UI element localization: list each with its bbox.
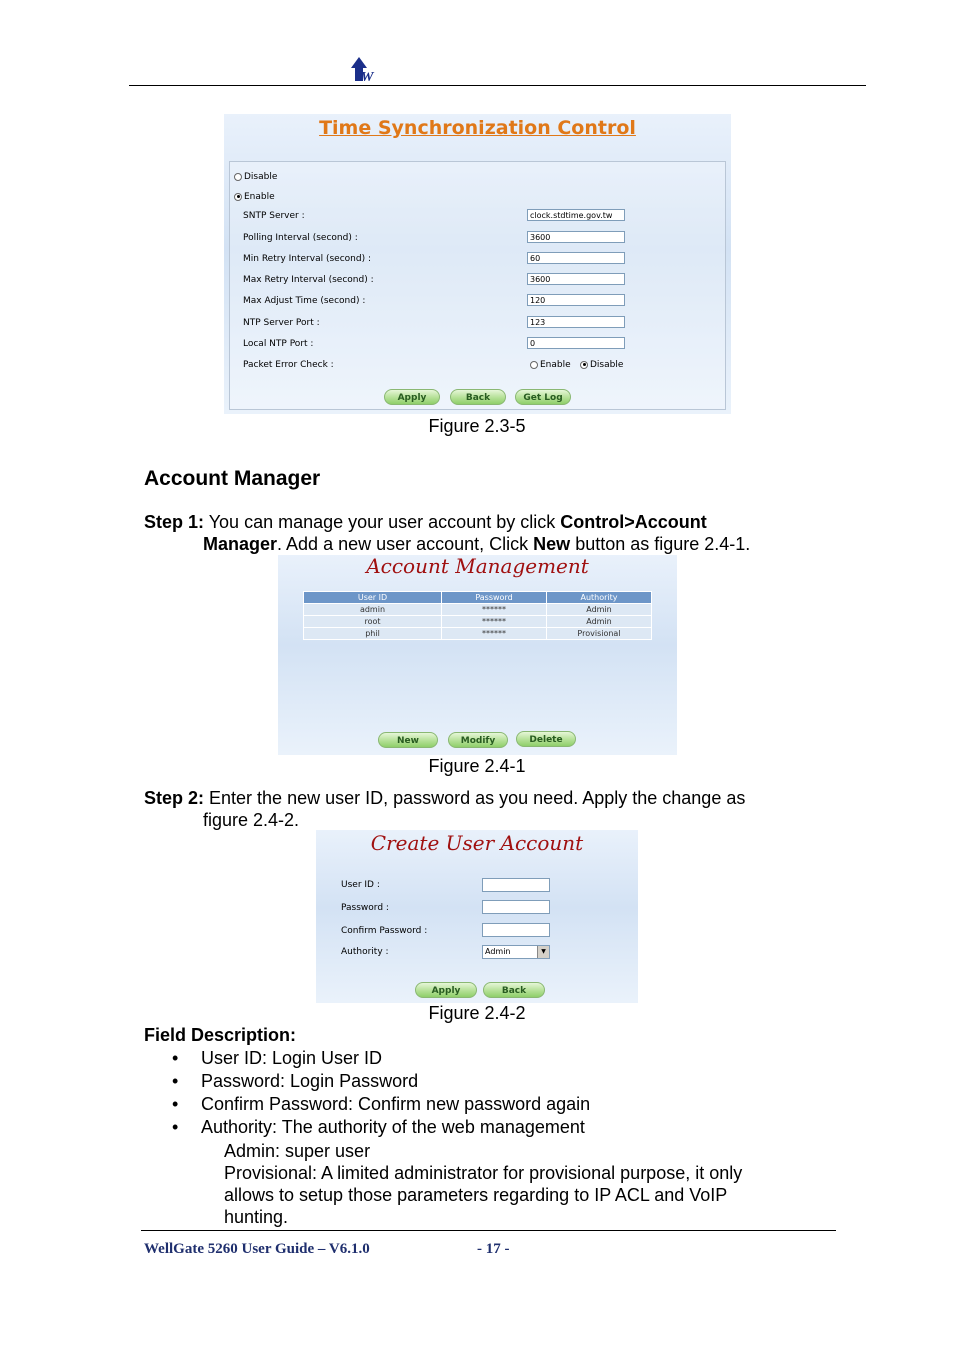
step1-paragraph-line2: Manager. Add a new user account, Click New button as figure 2.4-1. xyxy=(203,534,751,554)
table-row[interactable]: admin ****** Admin xyxy=(304,604,652,616)
provisional-description-line3: hunting. xyxy=(224,1207,289,1227)
password-label: Password : xyxy=(341,903,389,913)
col-password: Password xyxy=(442,592,547,604)
svg-text:W: W xyxy=(361,70,374,83)
figure-caption-2-4-2: Figure 2.4-2 xyxy=(428,1003,526,1023)
section-heading: Account Manager xyxy=(144,467,321,490)
step2-paragraph-line2: figure 2.4-2. xyxy=(203,810,300,830)
figure-caption-2-3-5: Figure 2.3-5 xyxy=(428,416,526,436)
max-adjust-input[interactable]: 120 xyxy=(527,294,625,306)
list-item: • Password: Login Password xyxy=(144,1070,864,1093)
authority-select[interactable]: Admin ▼ xyxy=(482,945,550,959)
figure-caption-2-4-1: Figure 2.4-1 xyxy=(428,756,526,776)
user-id-label: User ID : xyxy=(341,880,380,890)
enable-radio[interactable] xyxy=(234,193,242,201)
provisional-description-line1: Provisional: A limited administrator for provisional purpose, it only xyxy=(224,1163,743,1183)
time-sync-title: Time Synchronization Control xyxy=(319,117,636,139)
field-description-heading: Field Description: xyxy=(144,1025,297,1045)
header-rule xyxy=(129,85,866,86)
step2-paragraph: Step 2: Enter the new user ID, password as you need. Apply the change as xyxy=(144,788,746,808)
admin-description: Admin: super user xyxy=(224,1141,371,1161)
footer-page-number: - 17 - xyxy=(477,1241,510,1257)
local-ntp-port-input[interactable]: 0 xyxy=(527,337,625,349)
max-retry-input[interactable]: 3600 xyxy=(527,273,625,285)
step1-paragraph: Step 1: You can manage your user account by click Control>Account xyxy=(144,512,707,532)
get-log-button[interactable]: Get Log xyxy=(515,389,571,405)
create-back-button[interactable]: Back xyxy=(483,982,545,998)
list-item: • Confirm Password: Confirm new password again xyxy=(144,1093,864,1116)
user-id-input[interactable] xyxy=(482,878,550,892)
table-row[interactable]: root ****** Admin xyxy=(304,616,652,628)
time-sync-panel xyxy=(224,114,731,414)
sntp-server-label: SNTP Server : xyxy=(243,211,305,221)
new-button[interactable]: New xyxy=(378,732,438,748)
packet-disable-radio[interactable] xyxy=(580,361,588,369)
disable-radio[interactable] xyxy=(234,173,242,181)
list-item: • Authority: The authority of the web management xyxy=(144,1116,864,1139)
field-description-list xyxy=(144,1047,864,1139)
enable-radio-row[interactable]: Enable xyxy=(234,192,275,202)
min-retry-label: Min Retry Interval (second) : xyxy=(243,254,371,264)
account-management-panel xyxy=(278,555,677,755)
delete-button[interactable]: Delete xyxy=(516,731,576,747)
ntp-server-port-input[interactable]: 123 xyxy=(527,316,625,328)
max-retry-label: Max Retry Interval (second) : xyxy=(243,275,374,285)
list-item: • User ID: Login User ID xyxy=(144,1047,864,1070)
max-adjust-label: Max Adjust Time (second) : xyxy=(243,296,366,306)
ntp-server-port-label: NTP Server Port : xyxy=(243,318,320,328)
confirm-password-label: Confirm Password : xyxy=(341,926,428,936)
create-apply-button[interactable]: Apply xyxy=(415,982,477,998)
header-logo xyxy=(349,55,379,83)
polling-interval-input[interactable]: 3600 xyxy=(527,231,625,243)
account-table-header xyxy=(304,592,652,604)
back-button[interactable]: Back xyxy=(450,389,506,405)
account-table xyxy=(303,591,652,640)
disable-radio-row[interactable]: Disable xyxy=(234,172,277,182)
min-retry-input[interactable]: 60 xyxy=(527,252,625,264)
authority-label: Authority : xyxy=(341,947,389,957)
provisional-description-line2: allows to setup those parameters regarding to IP ACL and VoIP xyxy=(224,1185,728,1205)
step2-label: Step 2: xyxy=(144,788,205,808)
time-sync-frame xyxy=(229,161,726,410)
modify-button[interactable]: Modify xyxy=(448,732,508,748)
apply-button[interactable]: Apply xyxy=(384,389,440,405)
chevron-down-icon[interactable]: ▼ xyxy=(537,946,549,958)
password-input[interactable] xyxy=(482,900,550,914)
account-management-title: Account Management xyxy=(366,555,589,578)
footer-rule xyxy=(141,1230,836,1231)
packet-enable-radio[interactable] xyxy=(530,361,538,369)
local-ntp-port-label: Local NTP Port : xyxy=(243,339,314,349)
polling-interval-label: Polling Interval (second) : xyxy=(243,233,358,243)
packet-error-label: Packet Error Check : xyxy=(243,360,334,370)
col-user-id: User ID xyxy=(304,592,442,604)
footer-guide-title: WellGate 5260 User Guide – V6.1.0 xyxy=(144,1241,370,1257)
step1-label: Step 1: xyxy=(144,512,205,532)
packet-enable-radio-row[interactable]: Enable xyxy=(530,360,571,370)
table-row[interactable]: phil ****** Provisional xyxy=(304,628,652,640)
packet-disable-radio-row[interactable]: Disable xyxy=(580,360,623,370)
sntp-server-input[interactable]: clock.stdtime.gov.tw xyxy=(527,209,625,221)
col-authority: Authority xyxy=(547,592,652,604)
wellgate-logo-icon xyxy=(349,55,379,83)
create-user-title: Create User Account xyxy=(370,831,584,855)
confirm-password-input[interactable] xyxy=(482,923,550,937)
create-user-panel xyxy=(316,830,638,1003)
